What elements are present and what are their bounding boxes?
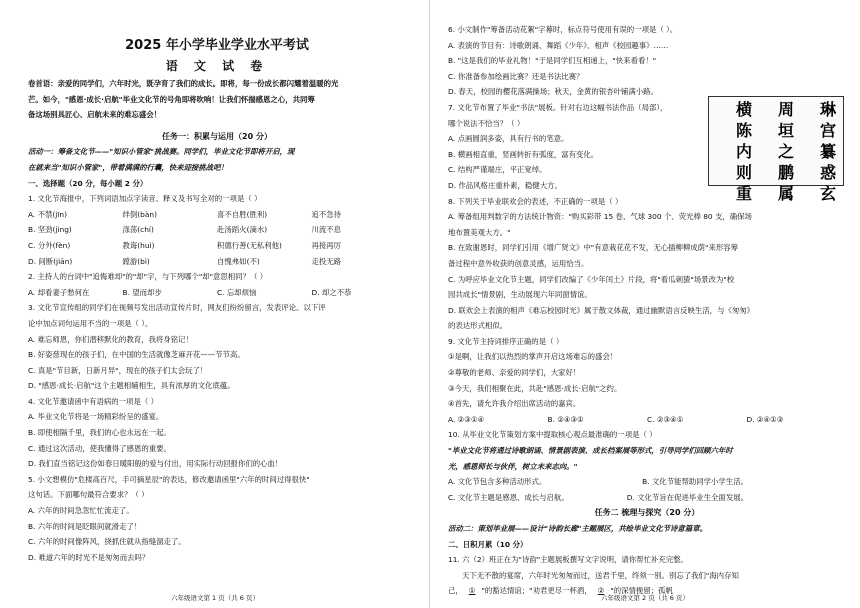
option-cell: C. 分外(fèn): [28, 240, 71, 250]
fill-text: 己，: [448, 586, 463, 596]
option-cell: 喜不自胜(胜利): [217, 209, 268, 219]
text-line: B. "这是我们的毕业礼物！"于是同学们互相递上，"快来看看！": [448, 56, 657, 66]
question-10-stem: 10. 从毕业文化节策划方案中提取核心观点最准确的一项是（ ）: [448, 430, 657, 440]
part2-heading: 二、日积月累（10 分）: [448, 539, 528, 549]
question-1-row-d: [28, 254, 406, 270]
text-line: C. 你准备参加绘画比赛？还是书法比赛？: [448, 71, 584, 81]
option-cell: 追不急待: [311, 209, 342, 219]
fill-text: "的豁达情谊；"劝君更尽一杯酒，: [481, 586, 592, 596]
question-1-row-c: [28, 238, 406, 254]
right-top-lines: [448, 22, 846, 412]
option-cell: 再接再厉: [311, 240, 342, 250]
text-line: 8. 下列关于毕业联欢会的表述，不正确的一项是（ ）: [448, 196, 623, 206]
question-1-row-b: [28, 222, 406, 238]
text-line: 6. 小文制作"筹备活动花絮"字幕时，标点符号使用有误的一项是（ ）。: [448, 25, 678, 34]
question-3-option: A. 难忘师恩，你们潜移默化的教育，我将身铭记！: [28, 334, 193, 344]
option-cell: B. 坚劲(jìng): [28, 225, 72, 235]
option-cell: 蹚游(bì): [122, 256, 150, 266]
question-3-stem: 3. 文化节宣传组的同学们在视频号发出活动宣传片时，网友们纷纷留言，发表评论。以下评: [28, 303, 326, 313]
question-3-option: D. "感恩·成长·启航"这个主题相辅相生，具有浓厚的文化底蕴。: [28, 381, 235, 391]
question-5-option: B. 六年的时间是眨眼间就滑走了！: [28, 521, 142, 531]
exam-subtitle: 语 文 试 卷: [165, 59, 269, 73]
question-9-options: [448, 412, 846, 428]
option-cell: D. 文化节旨在促进毕业生全面发展。: [626, 492, 748, 502]
question-4-option: A. 毕业文化节将是一场精彩纷呈的盛宴。: [28, 412, 164, 422]
question-10-quote: "毕业文化节将通过诗歌朗诵、情景剧表演、成长档案展等形式，引导同学们回顾六年时: [448, 446, 733, 456]
question-5-option: D. 难道六年的时光不是匆匆而去吗？: [28, 552, 150, 562]
exam-title: 2025 年小学毕业学业水平考试: [125, 38, 309, 53]
option-cell: A. 不禁(jīn): [28, 209, 67, 219]
text-line: ④首先，请允许我介绍出席活动的嘉宾。: [448, 399, 581, 409]
text-line: ①是啊，让我们以热烈的掌声开启这场难忘的盛会！: [448, 352, 618, 362]
text-line: D. 春天，校园的樱花落满操场；秋天，金黄的银杏叶铺满小路。: [448, 87, 658, 97]
calligraphy-column: 琳 宫 纂 惑 玄: [819, 100, 836, 203]
activity1-line: 在就来当"知识小管家"，带着满满的行囊，快来迎接挑战吧！: [28, 162, 228, 172]
task1-heading: 任务一：积累与运用（20 分）: [162, 131, 272, 141]
option-cell: C. 忘却烦恼: [217, 287, 257, 297]
question-1-stem: 1. 文化节海报中，下列词语加点字读音、释义及书写全对的一项是（ ）: [28, 194, 262, 204]
intro-line: 卷首语：亲爱的同学们，六年时光，既孕育了我们的成长。即将，每一份成长都闪耀着温暖的光: [28, 79, 339, 88]
option-cell: 赴汤蹈火(滴水): [217, 225, 268, 235]
calligraphy-column: 横 陈 内 则 重: [735, 100, 752, 203]
question-5-option: C. 六年的时间像阵风，挠抓住就从指缝溜走了。: [28, 537, 186, 547]
option-cell: 自愧弗如(不): [217, 256, 260, 266]
text-line: ②尊敬的老师、亲爱的同学们，大家好！: [448, 368, 581, 378]
question-5-stem: 5. 小文想模仿"危楼高百尺，手可摘星辰"的表达，修改邀请函里"六年的时间过得很快": [28, 474, 310, 484]
question-11-text: 天下无不散的宴席，六年时光匆匆而过，送君千里，终须一别。别忘了我们"海内存知: [462, 570, 739, 580]
text-line: A. 点画圆润多姿，具有行书的笔意。: [448, 134, 569, 144]
question-2-stem: 2. 主持人的台词中"追悔难却"的"却"字，与下列哪个"却"意思相同？（ ）: [28, 272, 268, 282]
text-line: C. 结构严谨端庄，平正宽绰。: [448, 165, 547, 175]
text-line: B. 横画相直重，竖画转折有弧度，富有变化。: [448, 149, 599, 159]
text-line: C. 为呼应毕业文化节主题，同学们改编了《少年闰土》片段，将"看瓜刺猹"场景改为"校: [448, 274, 735, 284]
option-cell: C. 文化节主题是感恩、成长与启航。: [448, 492, 569, 502]
text-line: B. 在致谢恩时，同学们引用《增广贤文》中"有意栽花花不发，无心插柳柳成荫"来形容筹: [448, 243, 739, 253]
question-5-option: A. 六年的时间急忽忙忙流走了。: [28, 506, 134, 516]
task2-heading: 任务二 梳理与探究（20 分）: [594, 508, 700, 518]
text-line: 园共成长"情景剧，生动展现六年同窗情谊。: [448, 290, 592, 300]
option-cell: B. ②④③①: [547, 414, 584, 424]
text-line: 的表达形式相似。: [448, 321, 508, 331]
option-cell: 绊倒(bàn): [122, 209, 157, 219]
text-line: 地布置美观大方。": [448, 227, 511, 237]
option-cell: B. 文化节能帮助同学小学生活。: [642, 477, 748, 487]
option-cell: 走投无路: [311, 256, 342, 266]
option-cell: 川流不息: [311, 225, 342, 235]
question-1-row-a: [28, 207, 406, 223]
text-line: A. 表演的节目有：诗歌朗诵、舞蹈《少年》、相声《校园趣事》……: [448, 40, 669, 50]
option-cell: B. 望而却步: [122, 287, 162, 297]
question-10-quote: 光，感恩师长与伙伴，树立未来志向。": [448, 461, 578, 471]
activity1-line: 活动一：筹备文化节——"知识小管家"挑战赛。同学们，毕业文化节即将开启，现: [28, 147, 295, 157]
question-3-stem: 论中加点词句运用不当的一项是（ ）。: [28, 318, 153, 328]
calligraphy-artwork: [708, 96, 844, 203]
question-4-option: C. 通过这次活动，使我懂得了感恩的重要。: [28, 443, 171, 453]
option-cell: D. ②④①③: [746, 414, 784, 424]
text-line: 备过程中意外收获的创意灵感，运用恰当。: [448, 258, 589, 268]
left-column: [28, 8, 406, 565]
calligraphy-column: 周 垣 之 鹏 属: [777, 100, 794, 203]
option-cell: 积德行善(无私利他): [217, 240, 282, 250]
activity2-line: 活动二：策划毕业展——设计"诗韵长廊"主题展区，共绘毕业文化节诗意篇章。: [448, 524, 707, 533]
question-10-options-row2: [448, 490, 748, 506]
question-5-stem: 这句话。下面哪句最符合要求？（ ）: [28, 490, 149, 500]
question-4-option: D. 我们直当铭记这份如春日暖阳般的爱与付出，用实际行动回报你们的心血！: [28, 459, 283, 469]
intro-line: 芒。如今，"感恩·成长·启航"毕业文化节的号角即将吹响！让我们怀揣感恩之心，共同筹: [28, 94, 315, 104]
text-line: A. 筹备组用判数字的方法统计物资："购买彩带 15 卷、气球 300 个、荧光棒 80 支，确保场: [448, 212, 752, 222]
question-10-options-row1: [448, 474, 748, 490]
question-4-option: B. 即使相隔千里，我们的心也永远在一起。: [28, 428, 171, 438]
blank-2-input[interactable]: ②: [597, 586, 605, 596]
option-cell: A. ②③①④: [448, 414, 485, 424]
text-line: 7. 文化节布置了毕业"书法"展板。针对右边这幅书法作品（局部），: [448, 102, 668, 112]
option-cell: D. 间断(jiān): [28, 256, 73, 266]
text-line: ③今天，我们相聚在此，共赴"感恩·成长·启航"之约。: [448, 383, 622, 393]
question-4-stem: 4. 文化节邀请函中有语病的一项是（ ）: [28, 396, 159, 406]
option-cell: 教诲(huì): [122, 240, 155, 250]
page-footer: 六年级语文第 2 页（共 6 页）: [600, 594, 690, 602]
question-2-options: [28, 285, 406, 301]
text-line: D. 作品风格庄重朴素，稳健大方。: [448, 180, 562, 190]
question-11-stem: 11. 六（2）班正在为"诗韵"主题展板撰写文字说明，请你帮忙补充完整。: [448, 555, 688, 565]
option-cell: A. 文化节包含多种活动形式。: [448, 477, 547, 487]
fill-text: "的深情挽留；孤帆: [610, 586, 673, 596]
option-cell: C. ②③④①: [647, 414, 684, 424]
text-line: D. 联欢会上表演的相声《难忘校园时光》属于散文体裁，通过幽默语言反映生活，与《匆匆》: [448, 305, 755, 315]
text-line: 9. 文化节主持词排序正确的是（ ）: [448, 336, 564, 346]
page-footer: 六年级语文第 1 页（共 6 页）: [170, 594, 260, 602]
option-cell: A. 却看妻子愁何在: [28, 287, 90, 297]
intro-line: 备这场别具匠心、启航未来的难忘盛会！: [28, 110, 162, 120]
blank-1-input[interactable]: ①: [468, 586, 476, 596]
exam-page-right: [430, 0, 860, 608]
option-cell: 涤荡(chí): [122, 225, 154, 235]
text-line: 哪个说法不恰当？（ ）: [448, 118, 525, 128]
part1-heading: 一、选择题（20 分，每小题 2 分）: [28, 178, 148, 188]
option-cell: D. 却之不恭: [311, 287, 352, 297]
question-3-option: C. 真是"节目新，日新月异"，现在的孩子们太会玩了！: [28, 365, 208, 375]
question-3-option: B. 好姿慈现在的孩子们，在中国的生活就像芝麻开花——节节高。: [28, 350, 245, 360]
